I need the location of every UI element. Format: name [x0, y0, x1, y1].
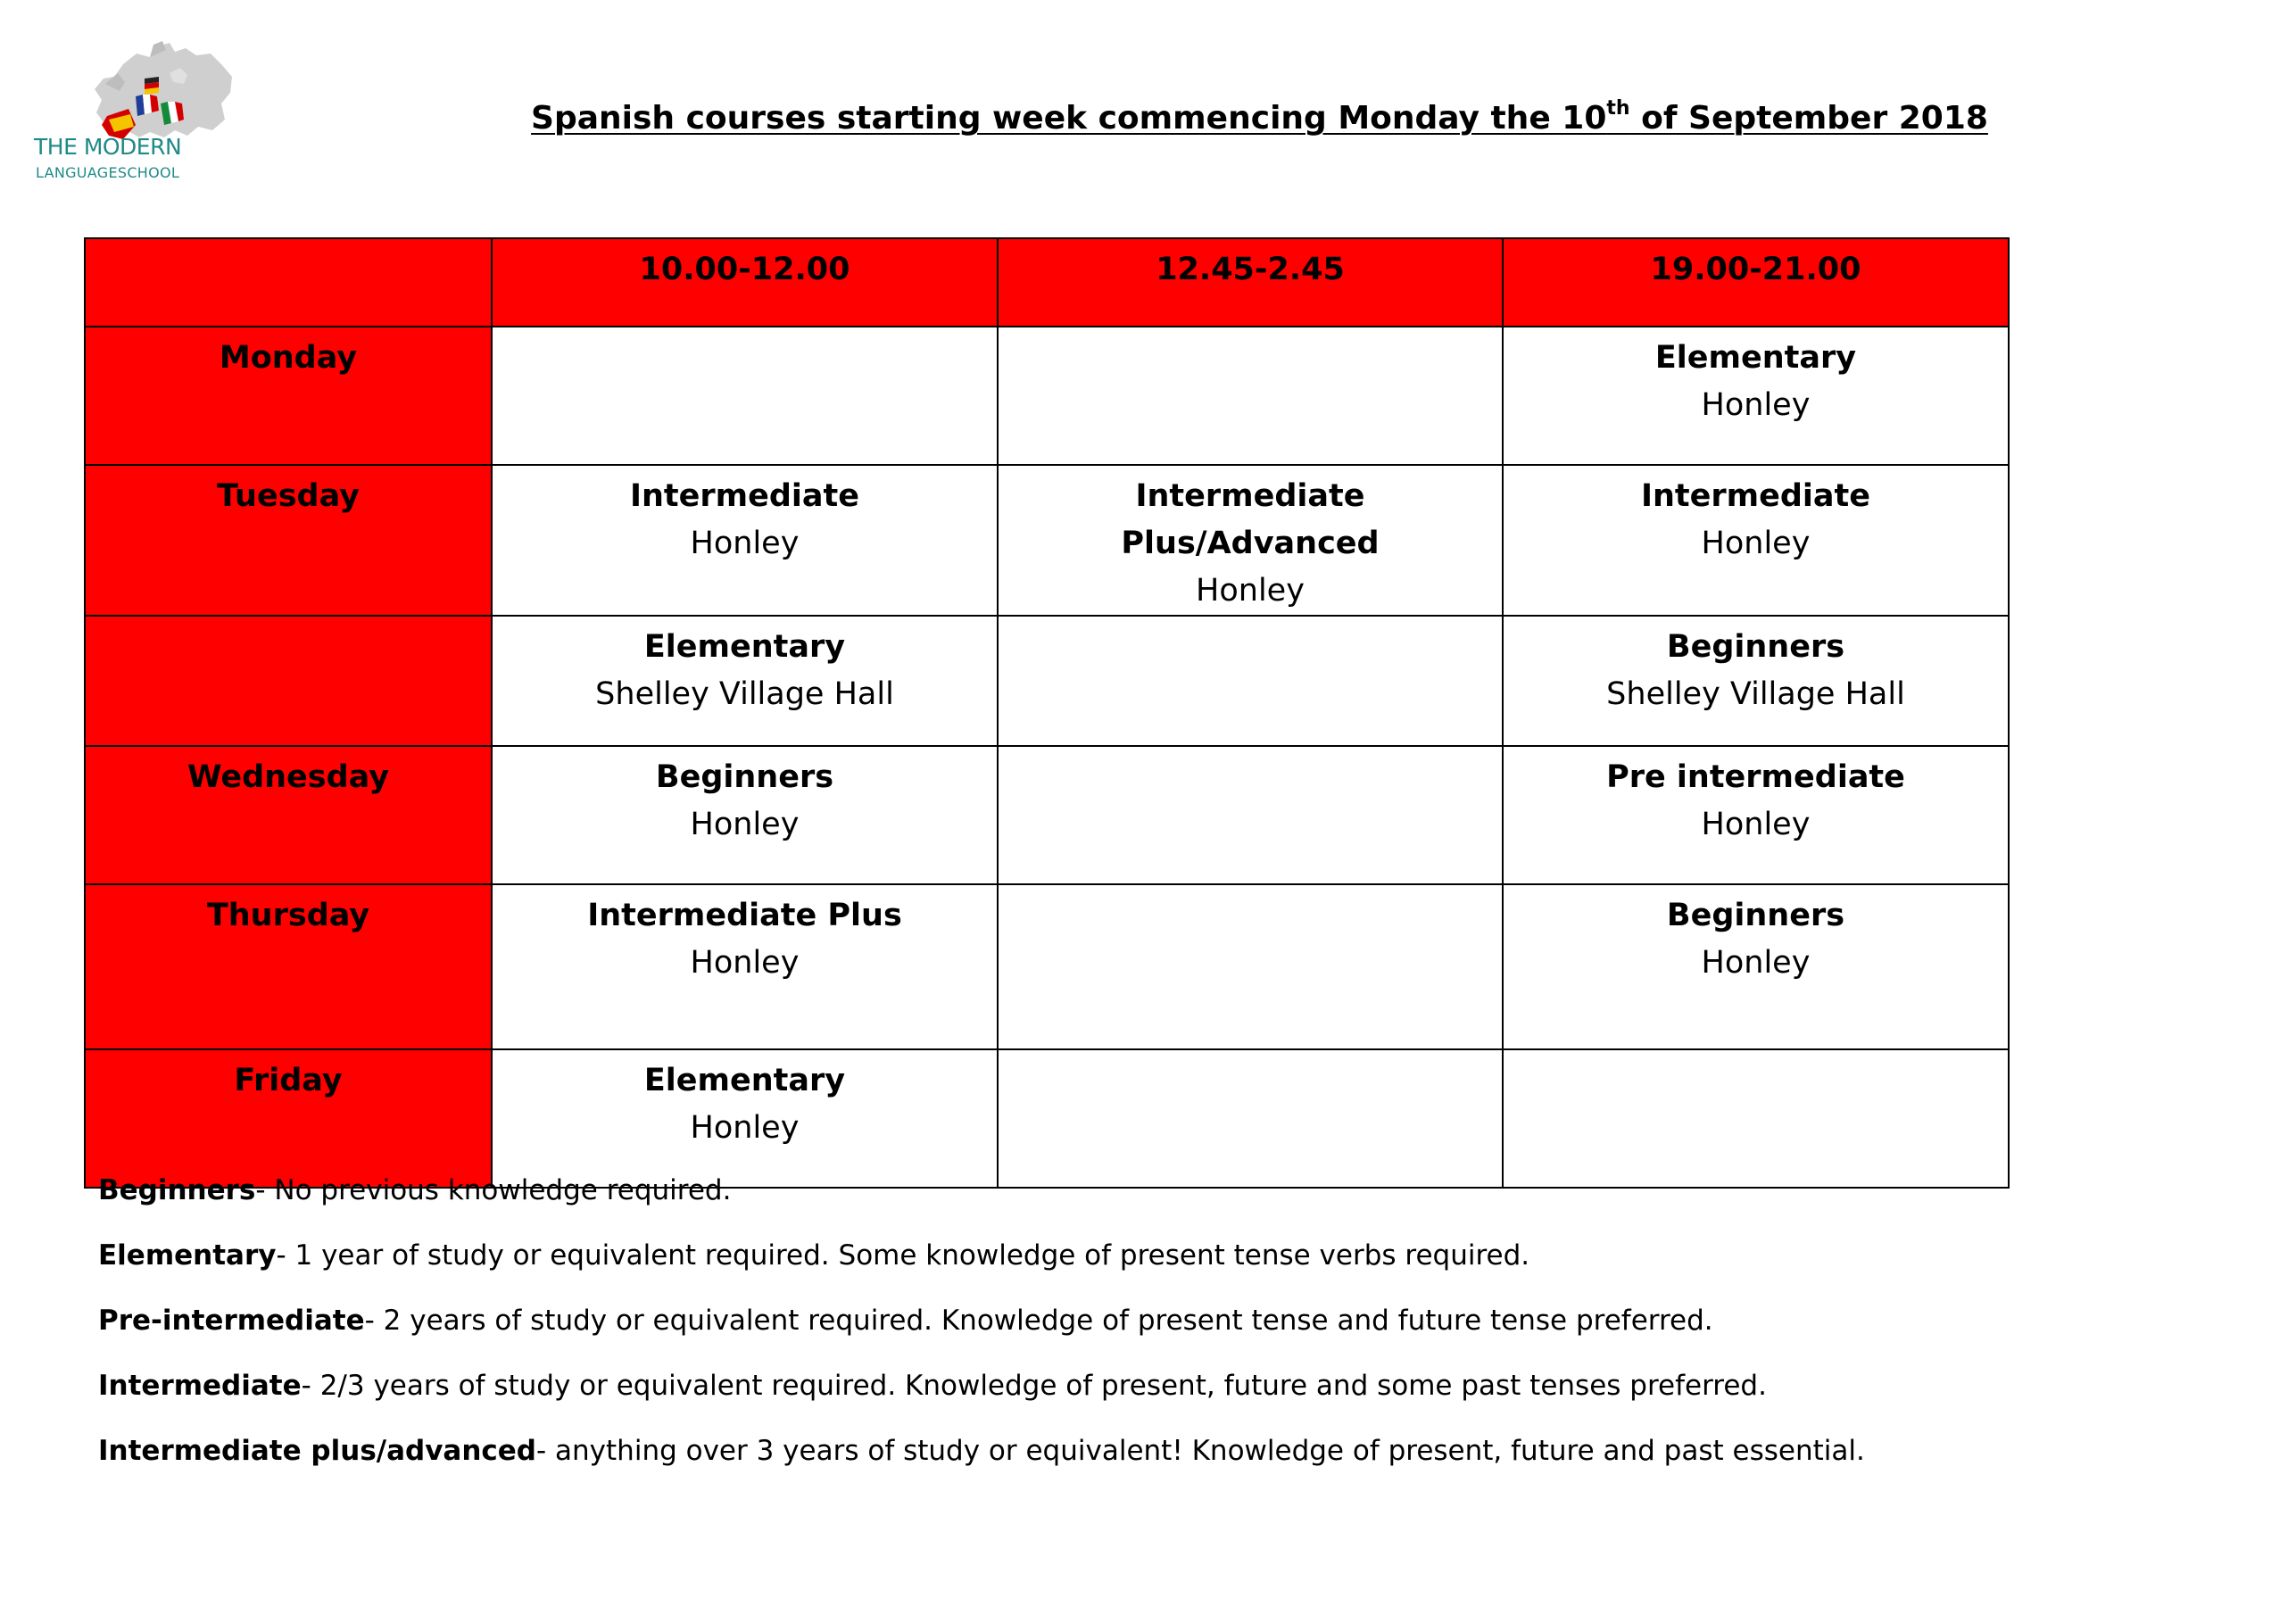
course-level: Elementary [1654, 340, 1857, 376]
time-slot-afternoon: 12.45-2.45 [998, 238, 1503, 327]
day-label-wednesday: Wednesday [85, 746, 492, 884]
table-row-monday [85, 327, 2009, 465]
time-slot-evening: 19.00-21.00 [1503, 238, 2009, 327]
legend-term: Intermediate [98, 1370, 302, 1402]
course-location: Honley [690, 807, 800, 842]
course-timetable [84, 237, 2010, 1189]
cell-wednesday-afternoon [998, 746, 1503, 884]
course-level: Beginners [1666, 629, 1845, 665]
legend-term: Pre-intermediate [98, 1305, 365, 1337]
day-label-monday: Monday [85, 327, 492, 465]
course-location: Honley [690, 1110, 800, 1146]
legend-item-intermediate-plus-advanced [98, 1435, 2151, 1500]
course-level: Intermediate [1640, 478, 1870, 514]
day-label-friday: Friday [85, 1049, 492, 1188]
table-row-tuesday-2 [85, 616, 2009, 746]
day-label-tuesday: Tuesday [85, 465, 492, 616]
cell-monday-morning [492, 327, 998, 465]
legend-item-elementary [98, 1239, 2151, 1305]
course-level: Beginners [655, 759, 834, 795]
course-location: Shelley Village Hall [1606, 676, 1905, 712]
header-row [85, 238, 2009, 327]
course-level: Pre intermediate [1606, 759, 1905, 795]
legend-description: - 2 years of study or equivalent required. Knowledge of present tense and future tense preferred. [364, 1305, 1713, 1337]
cell-tuesday-evening-1 [1503, 465, 2009, 616]
course-location: Honley [690, 526, 800, 561]
cell-tuesday-afternoon-2 [998, 616, 1503, 746]
corner-cell [85, 238, 492, 327]
title-suffix: of September 2018 [1629, 100, 1988, 137]
page-title [0, 97, 2296, 137]
legend-description: - 2/3 years of study or equivalent required. Knowledge of present, future and some past tenses preferred. [301, 1370, 1767, 1402]
cell-wednesday-evening [1503, 746, 2009, 884]
cell-tuesday-evening-2 [1503, 616, 2009, 746]
course-location: Shelley Village Hall [595, 676, 894, 712]
cell-tuesday-afternoon-1 [998, 465, 1503, 616]
logo-text-line1: THE MODERN [34, 134, 182, 160]
table-row-tuesday-1 [85, 465, 2009, 616]
cell-monday-evening [1503, 327, 2009, 465]
course-level: Intermediate [629, 478, 859, 514]
day-label-thursday: Thursday [85, 884, 492, 1049]
legend-description: - No previous knowledge required. [255, 1174, 732, 1206]
cell-thursday-afternoon [998, 884, 1503, 1049]
course-level: Intermediate Plus [587, 898, 902, 933]
course-location: Honley [1196, 573, 1305, 609]
cell-friday-evening [1503, 1049, 2009, 1188]
course-location: Honley [690, 945, 800, 981]
course-level: Elementary [643, 1063, 846, 1098]
table-row-wednesday [85, 746, 2009, 884]
course-location: Honley [1701, 526, 1811, 561]
legend-item-intermediate [98, 1370, 2151, 1435]
day-label-tuesday-continued [85, 616, 492, 746]
course-location: Honley [1701, 807, 1811, 842]
cell-wednesday-morning [492, 746, 998, 884]
course-level: Elementary [643, 629, 846, 665]
cell-friday-afternoon [998, 1049, 1503, 1188]
title-prefix: Spanish courses starting week commencing Monday the 10 [531, 100, 1607, 137]
cell-friday-morning [492, 1049, 998, 1188]
cell-monday-afternoon [998, 327, 1503, 465]
table-row-friday [85, 1049, 2009, 1188]
legend-item-beginners [98, 1174, 2151, 1239]
logo-text-line2: LANGUAGESCHOOL [36, 164, 180, 181]
course-level: Beginners [1666, 898, 1845, 933]
course-location: Honley [1701, 945, 1811, 981]
time-slot-morning: 10.00-12.00 [492, 238, 998, 327]
cell-tuesday-morning-1 [492, 465, 998, 616]
cell-tuesday-morning-2 [492, 616, 998, 746]
level-legend [98, 1174, 2151, 1500]
legend-description: - 1 year of study or equivalent required. Some knowledge of present tense verbs required. [276, 1239, 1530, 1272]
course-level: Intermediate Plus/Advanced [1121, 478, 1380, 561]
legend-term: Beginners [98, 1174, 256, 1206]
course-location: Honley [1701, 387, 1811, 423]
legend-term: Intermediate plus/advanced [98, 1435, 536, 1467]
title-superscript: th [1606, 97, 1630, 120]
cell-thursday-morning [492, 884, 998, 1049]
table-row-thursday [85, 884, 2009, 1049]
legend-description: - anything over 3 years of study or equivalent! Knowledge of present, future and past essential. [536, 1435, 1865, 1467]
cell-thursday-evening [1503, 884, 2009, 1049]
legend-term: Elementary [98, 1239, 277, 1272]
legend-item-pre-intermediate [98, 1305, 2151, 1370]
